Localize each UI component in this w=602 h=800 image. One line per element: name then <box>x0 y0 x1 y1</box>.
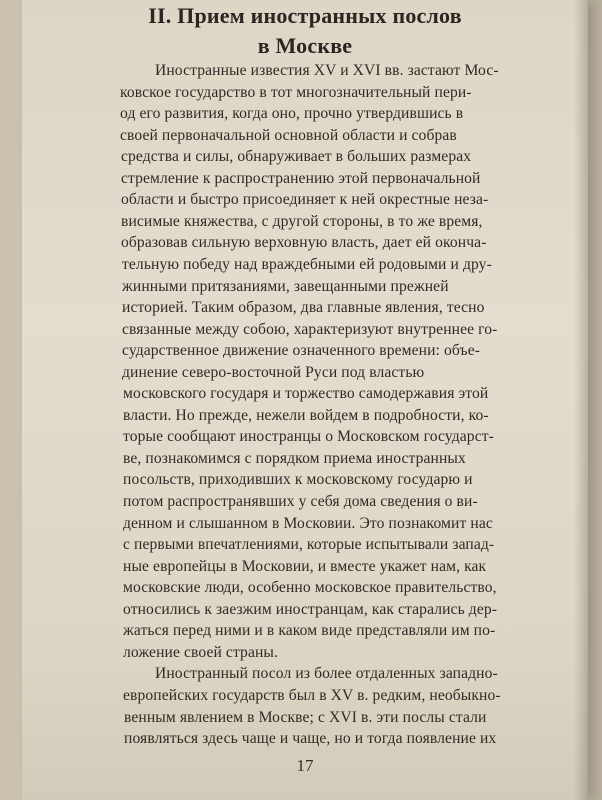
text-line: своей первоначальной основной области и собрав <box>120 127 457 144</box>
text-line: московского государя и торжество самодержавия этой <box>123 385 489 402</box>
text-line: висимые княжества, с другой стороны, в то же время, <box>121 213 483 230</box>
text-line: историей. Таким образом, два главные явления, тесно <box>122 299 485 316</box>
text-line: средства и силы, обнаруживает в больших размерах <box>121 148 472 165</box>
page-edge-shadow <box>574 0 588 800</box>
text-line: ложение своей страны. <box>123 644 278 661</box>
text-line: образовав сильную верховную власть, дает ей оконча- <box>121 234 487 251</box>
text-line: Иностранные известия XV и XVI вв. застают Мос- <box>155 62 499 79</box>
text-line: европейских государств был в XV в. редким, необыкно- <box>123 687 501 704</box>
text-line: московские люди, особенно московское правительство, <box>123 579 497 596</box>
text-line: тельную победу над враждебными ей родовыми и дру- <box>122 256 492 273</box>
chapter-title-line-2: в Москве <box>257 33 353 58</box>
text-line: с первыми впечатлениями, которые испытывали запад- <box>123 536 495 553</box>
text-line: области и быстро присоединяет к ней окрестные неза- <box>121 191 489 208</box>
book-page <box>22 0 588 800</box>
text-line: од его развития, когда оно, прочно утвердившись в <box>120 105 464 122</box>
text-line: потом распространявших у себя дома сведения о ви- <box>123 493 478 510</box>
text-line: появляться здесь чаще и чаще, но и тогда появление их <box>124 730 497 747</box>
text-line: стремление к распространению этой первоначальной <box>121 170 481 187</box>
text-line: торые сообщают иностранцы о Московском государст- <box>123 428 494 445</box>
text-line: посольств, приходивших к московскому государю и <box>123 471 473 488</box>
text-line: власти. Но прежде, нежели войдем в подробности, ко- <box>123 407 489 424</box>
text-line: жаться перед ними и в каком виде представляли им по- <box>123 622 496 639</box>
text-line: денном и слышанном в Московии. Это познакомит нас <box>123 515 493 532</box>
chapter-title-line-1: II. Прием иностранных послов <box>148 3 462 28</box>
page-number: 17 <box>296 756 314 775</box>
text-line: динение северо-восточной Руси под властью <box>122 364 425 381</box>
text-line: сударственное движение означенного времени: объе- <box>122 342 481 359</box>
text-line: жинными притязаниями, завещанными прежней <box>122 278 449 295</box>
text-line: ные европейцы в Московии, и вместе укажет нам, как <box>123 558 487 575</box>
text-line: ве, познакомимся с порядком приема иностранных <box>123 450 466 467</box>
text-line: связанные между собою, характеризуют внутреннее го- <box>122 321 498 338</box>
text-line: Иностранный посол из более отдаленных западно- <box>155 665 498 682</box>
text-line: венным явлением в Москве; с XVI в. эти послы стали <box>124 709 487 726</box>
text-line: относились к заезжим иностранцам, как старались дер- <box>123 601 498 618</box>
text-line: ковское государство в тот многозначительный пери- <box>120 84 472 101</box>
